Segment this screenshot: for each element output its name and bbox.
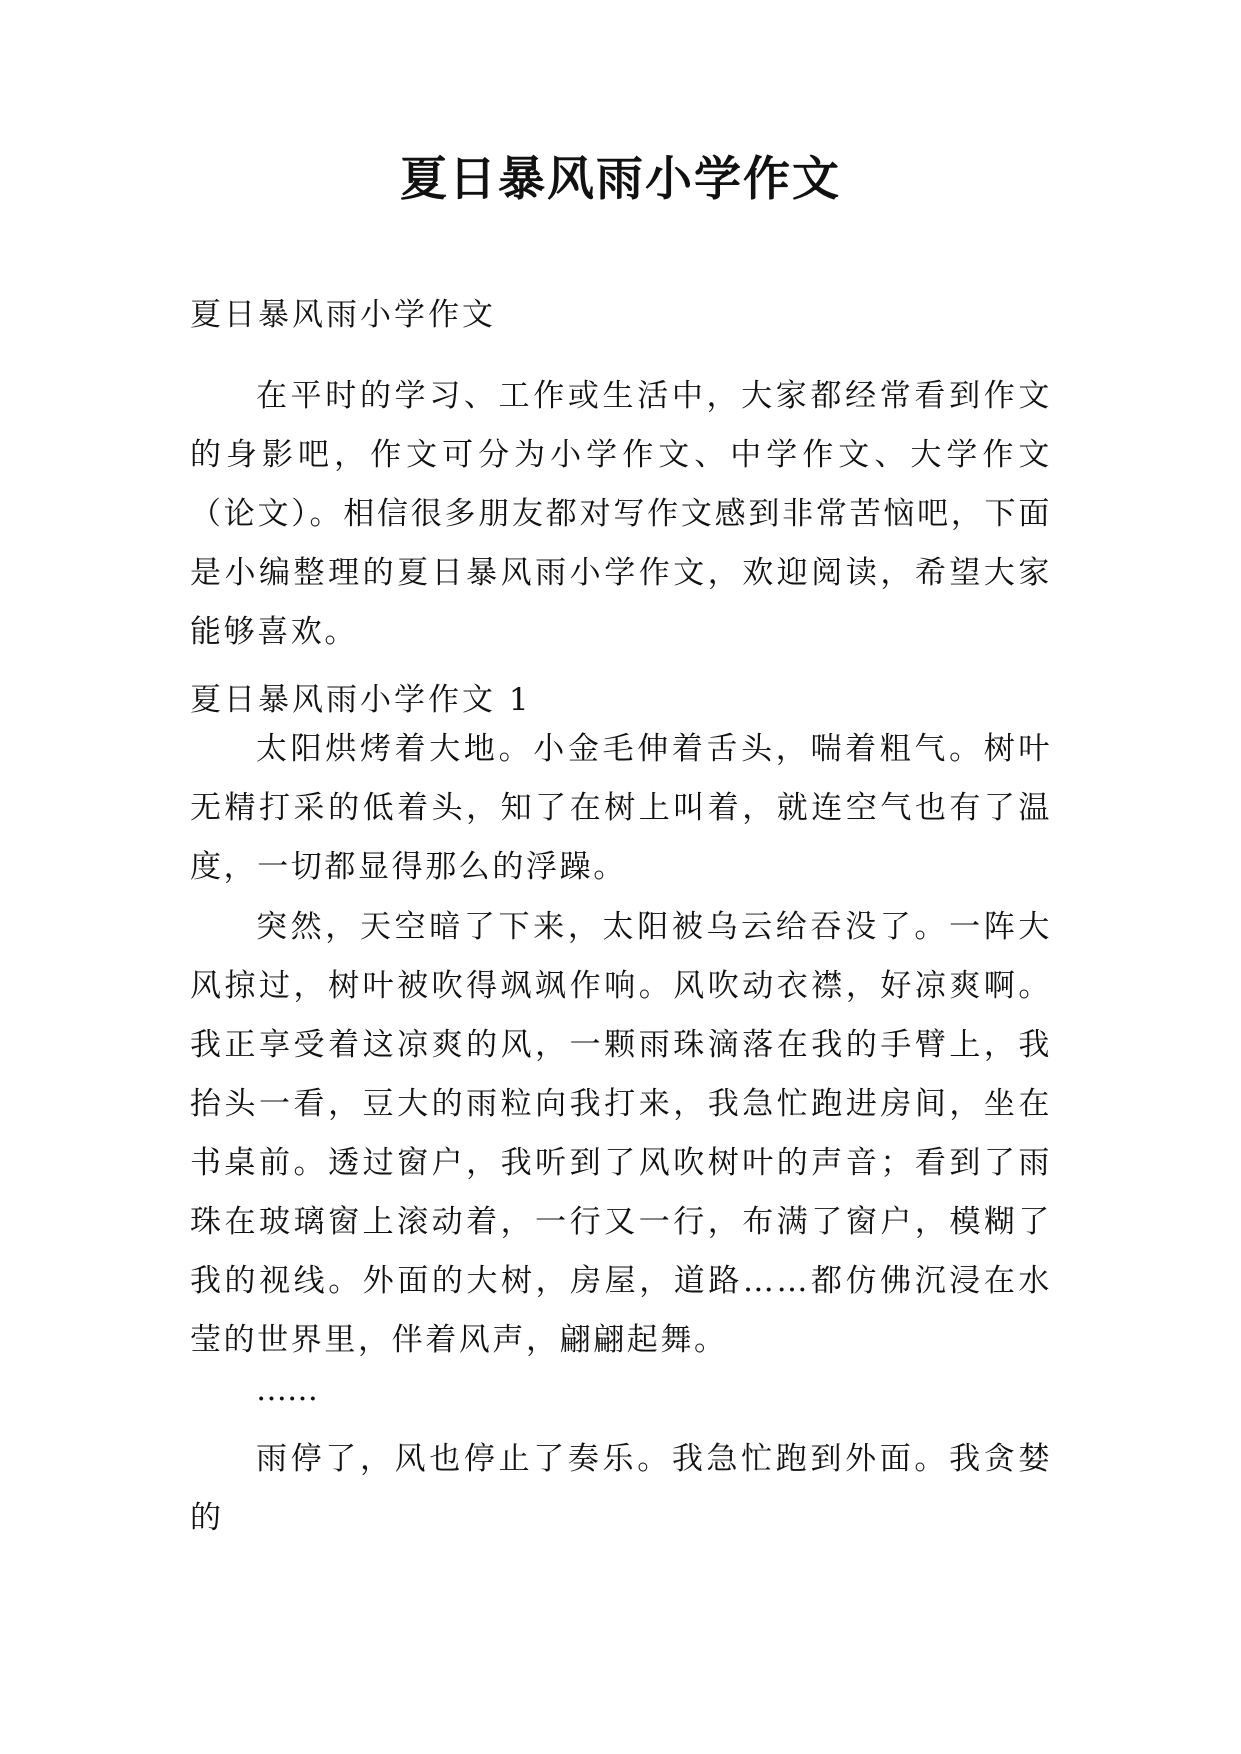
body-paragraph: 太阳烘烤着大地。小金毛伸着舌头，喘着粗气。树叶无精打采的低着头，知了在树上叫着，就连空气也有了温度，一切都显得那么的浮躁。: [190, 731, 1052, 885]
section-heading: 夏日暴风雨小学作文 1: [190, 682, 532, 718]
intro-paragraph: 在平时的学习、工作或生活中，大家都经常看到作文的身影吧，作文可分为小学作文、中学作文、大学作文（论文）。相信很多朋友都对写作文感到非常苦恼吧，下面是小编整理的夏日暴风雨小学作文，欢迎阅读，希望大家能够喜欢。: [190, 378, 1052, 650]
body-paragraph: 突然，天空暗了下来，太阳被乌云给吞没了。一阵大风掠过，树叶被吹得飒飒作响。风吹动衣襟，好凉爽啊。我正享受着这凉爽的风，一颗雨珠滴落在我的手臂上，我抬头一看，豆大的雨粒向我打来，我急忙跑进房间，坐在书桌前。透过窗户，我听到了风吹树叶的声音；看到了雨珠在玻璃窗上滚动着，一行又一行，布满了窗户，模糊了我的视线。外面的大树，房屋，道路……都仿佛沉浸在水莹的世界里，伴着风声，翩翩起舞。: [190, 909, 1052, 1358]
ellipsis-line: ……: [256, 1372, 318, 1408]
document-title: 夏日暴风雨小学作文: [400, 152, 841, 207]
document-subtitle: 夏日暴风雨小学作文: [190, 297, 496, 333]
body-paragraph: 雨停了，风也停止了奏乐。我急忙跑到外面。我贪婪的: [190, 1441, 1052, 1536]
